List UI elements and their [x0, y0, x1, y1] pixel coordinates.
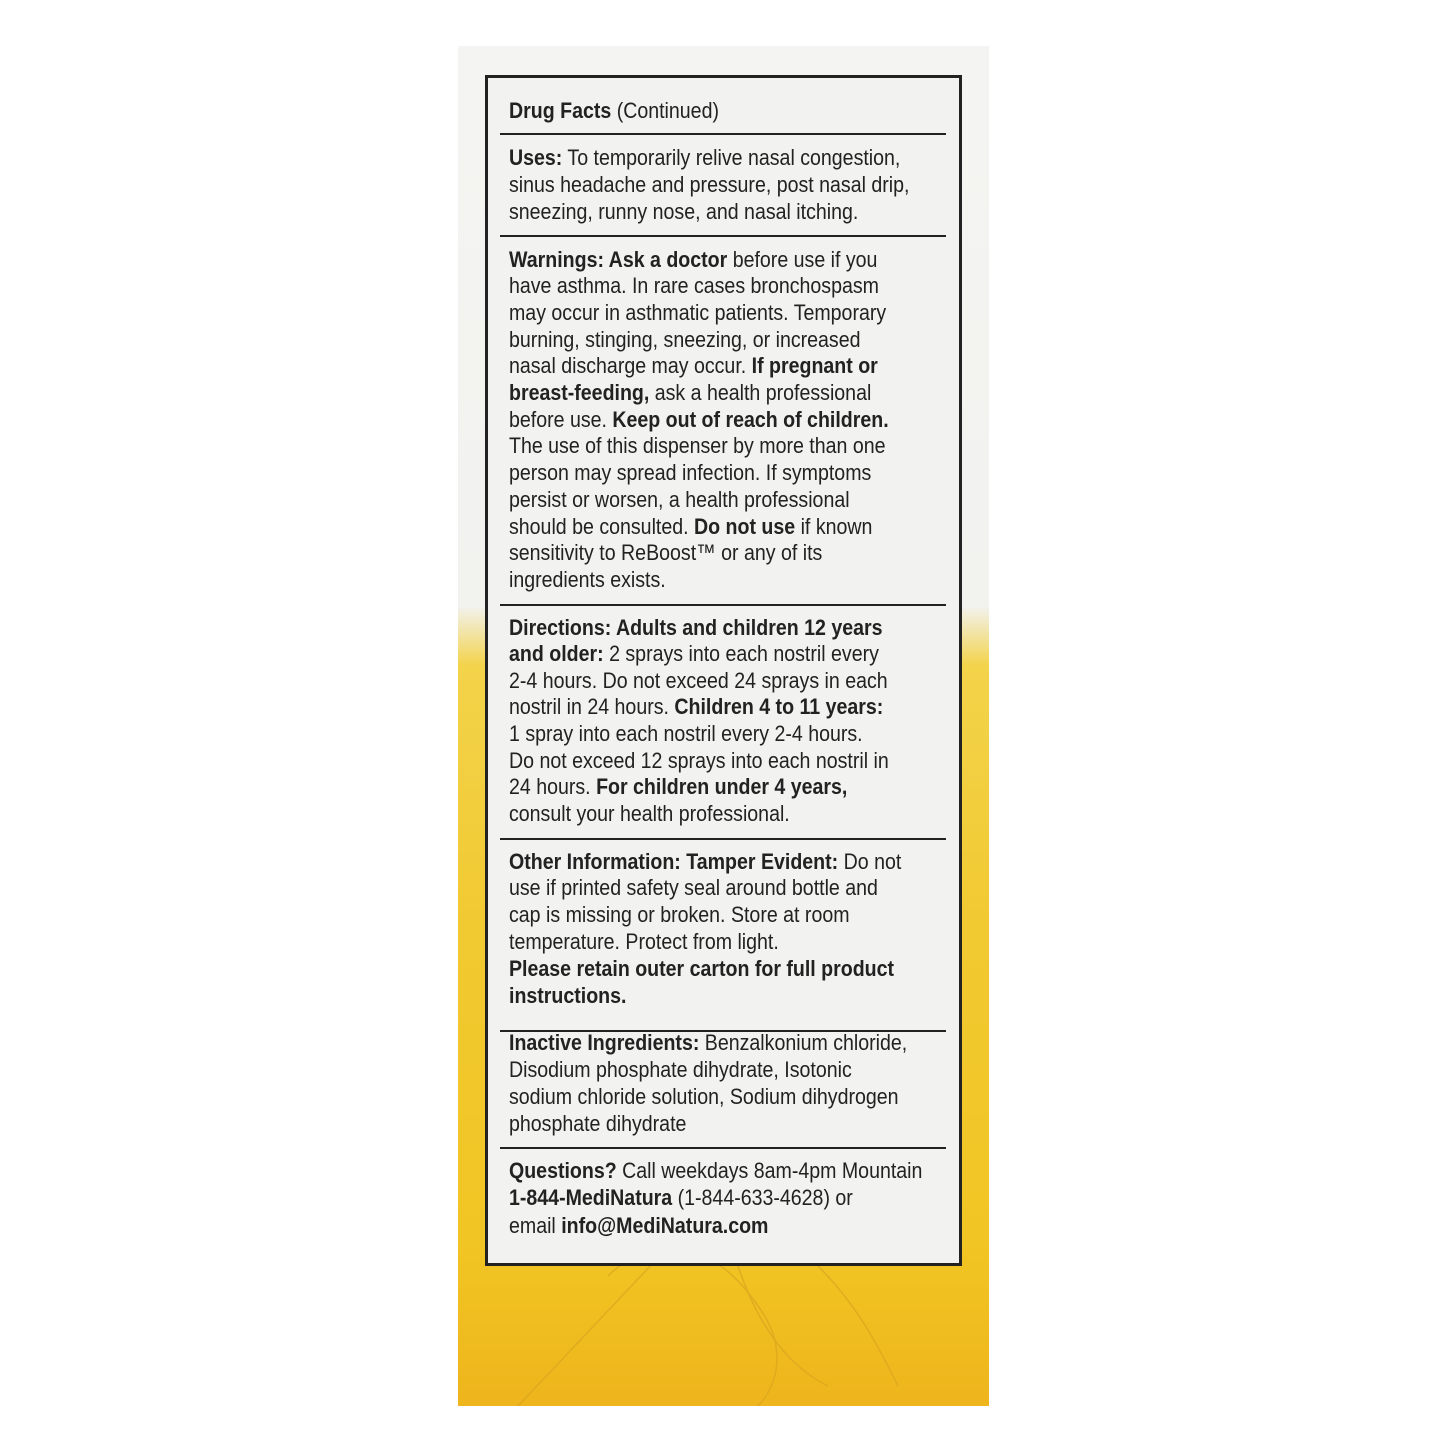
uses-line: [509, 198, 858, 225]
text: 2-4 hours. Do not exceed 24 sprays in each: [509, 667, 888, 693]
text: Do not: [838, 848, 902, 874]
text: Do not exceed 12 sprays into each nostril in: [509, 747, 889, 773]
warnings-line: [509, 352, 878, 379]
bold-text: Drug Facts: [509, 97, 612, 123]
warnings-line: [509, 246, 877, 273]
text: Call weekdays 8am-4pm Mountain: [616, 1157, 923, 1183]
bold-text: If pregnant or: [751, 353, 878, 379]
bold-text: Children 4 to 11 years:: [674, 694, 884, 720]
text: use if printed safety seal around bottle and: [509, 875, 878, 901]
other-information-line: [509, 874, 878, 901]
other-information-line: [509, 982, 626, 1009]
section-divider: [500, 838, 946, 840]
bold-text: and older:: [509, 641, 604, 667]
warnings-line: [509, 486, 850, 513]
text: Benzalkonium chloride,: [699, 1029, 908, 1055]
other-information-line: [509, 901, 850, 928]
bold-text: Please retain outer carton for full product: [509, 955, 895, 981]
text: consult your health professional.: [509, 800, 790, 826]
bold-text: 1-844-MediNatura: [509, 1185, 673, 1210]
text: temperature. Protect from light.: [509, 928, 779, 954]
bold-text: instructions.: [509, 982, 627, 1008]
bold-text: Do not use: [694, 513, 796, 539]
text: 1 spray into each nostril every 2-4 hours.: [509, 720, 863, 746]
bold-text: info@MediNatura.com: [561, 1212, 769, 1238]
warnings-line: [509, 272, 879, 299]
text: person may spread infection. If symptoms: [509, 460, 872, 486]
directions-line: [509, 667, 888, 694]
text: email: [509, 1212, 562, 1238]
text: ask a health professional: [649, 380, 872, 405]
directions-line: [509, 614, 882, 641]
text: (1-844-633-4628) or: [672, 1185, 853, 1210]
questions-line: [509, 1212, 768, 1239]
text: before use.: [509, 406, 613, 432]
text: if known: [795, 513, 873, 539]
questions-line: [509, 1157, 922, 1184]
directions-line: [509, 747, 889, 774]
text: 24 hours.: [509, 774, 597, 800]
questions-line: [509, 1184, 853, 1211]
directions-line: [509, 720, 863, 747]
inactive-ingredients-line: [509, 1110, 686, 1137]
text: ingredients exists.: [509, 566, 666, 592]
section-divider: [500, 133, 946, 135]
other-information-line: [509, 848, 901, 875]
bold-text: Inactive Ingredients:: [509, 1029, 700, 1055]
text: persist or worsen, a health professional: [509, 486, 850, 512]
warnings-line: [509, 326, 860, 353]
text: sensitivity to ReBoost™ or any of its: [509, 540, 823, 566]
inactive-ingredients-line: [509, 1029, 907, 1056]
text: cap is missing or broken. Store at room: [509, 902, 850, 928]
directions-line: [509, 773, 847, 800]
text: should be consulted.: [509, 513, 695, 539]
text: phosphate dihydrate: [509, 1110, 687, 1136]
text: nasal discharge may occur.: [509, 353, 752, 379]
uses-line: [509, 171, 909, 198]
text: (Continued): [611, 97, 719, 123]
text: before use if you: [727, 246, 878, 272]
text: sodium chloride solution, Sodium dihydrogen: [509, 1083, 899, 1109]
bold-text: Uses:: [509, 144, 563, 170]
drug-facts-title: [509, 97, 719, 124]
directions-line: [509, 800, 790, 827]
section-divider: [500, 1147, 946, 1149]
warnings-line: [509, 432, 886, 459]
bold-text: For children under 4 years,: [596, 774, 848, 800]
section-divider: [500, 235, 946, 237]
text: Disodium phosphate dihydrate, Isotonic: [509, 1056, 852, 1082]
bold-text: Questions?: [509, 1157, 617, 1183]
text: sneezing, runny nose, and nasal itching.: [509, 198, 859, 224]
text: To temporarily relive nasal congestion,: [562, 144, 901, 170]
warnings-line: [509, 406, 889, 433]
text: sinus headache and pressure, post nasal drip,: [509, 171, 910, 197]
text: The use of this dispenser by more than one: [509, 433, 886, 459]
inactive-ingredients-line: [509, 1083, 899, 1110]
section-divider: [500, 604, 946, 606]
text: nostril in 24 hours.: [509, 694, 675, 720]
warnings-line: [509, 566, 666, 593]
text: may occur in asthmatic patients. Temporary: [509, 299, 887, 325]
warnings-line: [509, 539, 822, 566]
warnings-line: [509, 379, 871, 406]
bold-text: Warnings: Ask a doctor: [509, 246, 728, 272]
warnings-line: [509, 299, 886, 326]
bold-text: breast-feeding,: [509, 380, 650, 405]
bold-text: Keep out of reach of children.: [612, 406, 889, 432]
bold-text: Other Information: Tamper Evident:: [509, 848, 839, 874]
inactive-ingredients-line: [509, 1056, 852, 1083]
warnings-line: [509, 513, 872, 540]
directions-line: [509, 640, 879, 667]
text: 2 sprays into each nostril every: [603, 641, 879, 667]
directions-line: [509, 693, 883, 720]
other-information-line: [509, 928, 779, 955]
uses-line: [509, 144, 900, 171]
other-information-line: [509, 955, 894, 982]
warnings-line: [509, 459, 871, 486]
text: burning, stinging, sneezing, or increased: [509, 326, 861, 352]
bold-text: Directions: Adults and children 12 years: [509, 614, 883, 640]
text: have asthma. In rare cases bronchospasm: [509, 273, 879, 299]
